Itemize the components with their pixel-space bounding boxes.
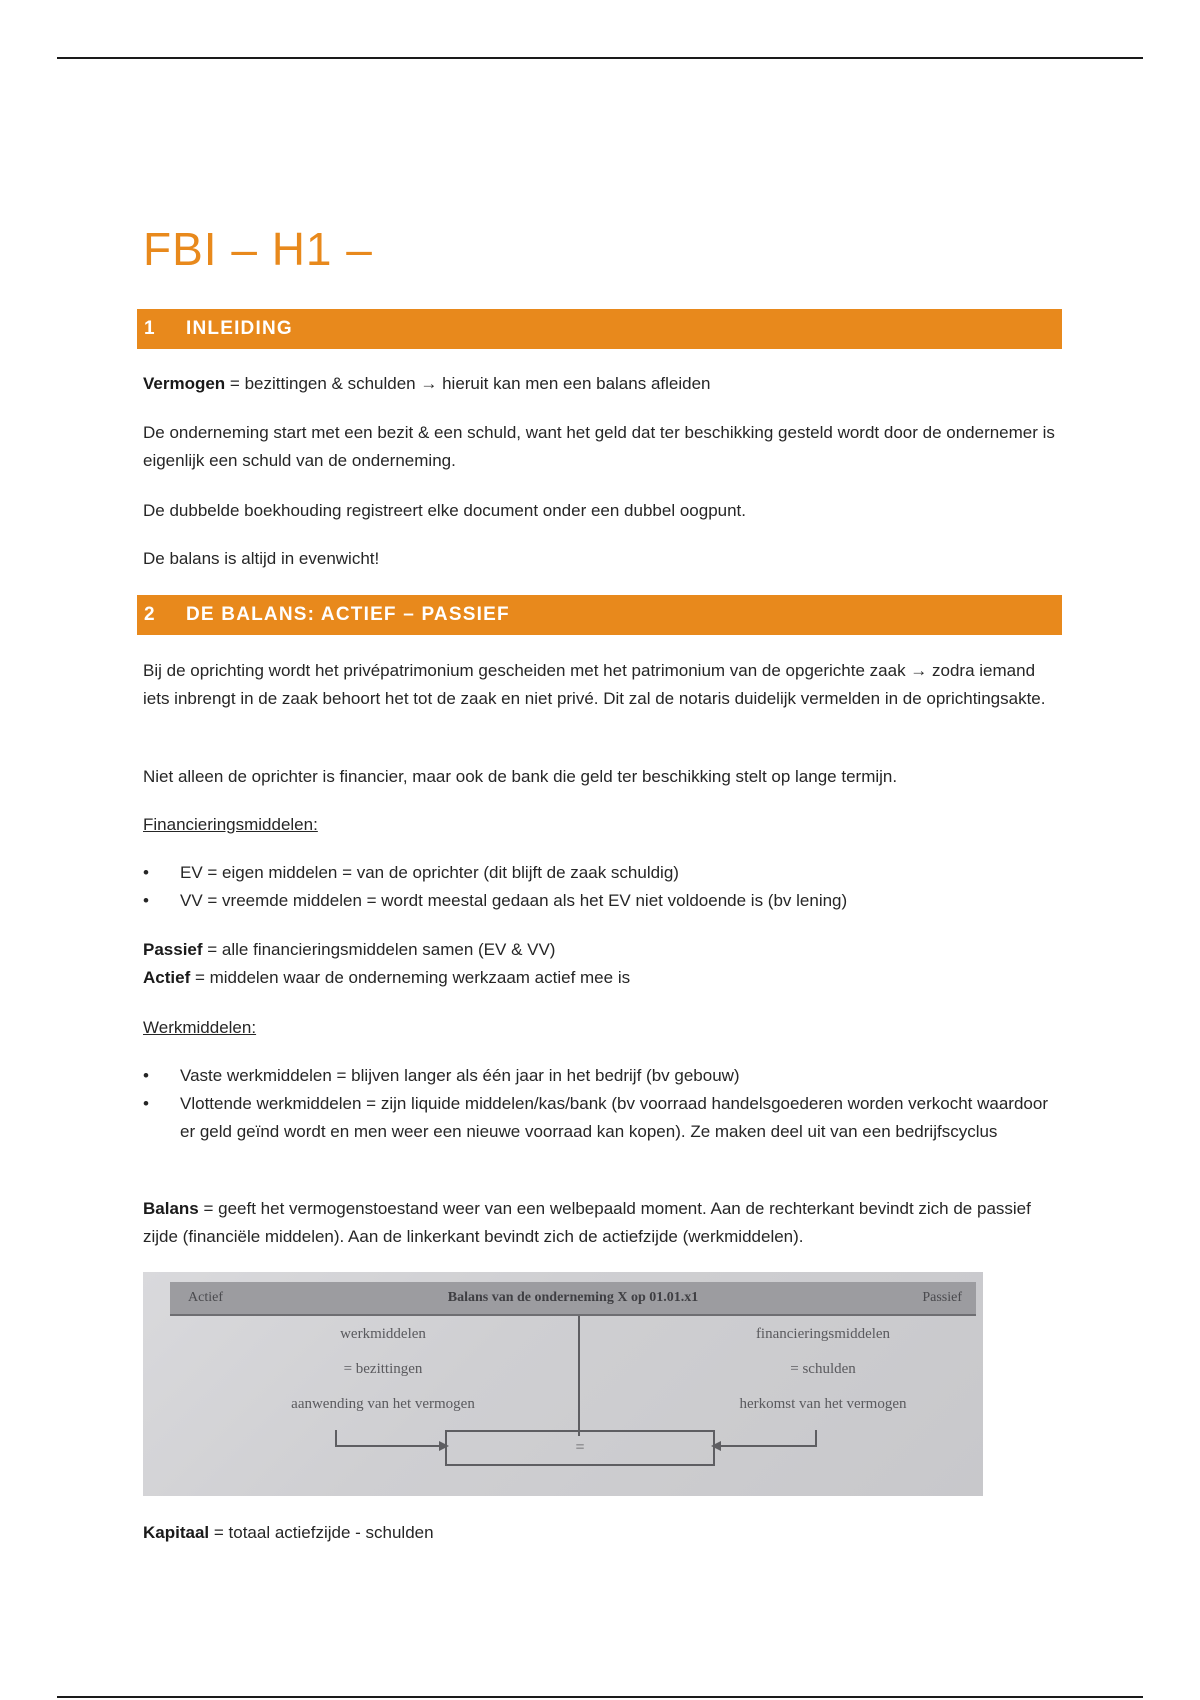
section-heading-balans	[137, 595, 1062, 635]
term-passief: Passief	[143, 940, 203, 959]
term-vermogen: Vermogen	[143, 374, 226, 393]
list-werkmiddelen	[143, 1062, 1063, 1146]
paragraph-financier: Niet alleen de oprichter is financier, maar ook de bank die geld ter beschikking stelt op lange termijn.	[143, 767, 898, 786]
paragraph-dubbele-boekhouding: De dubbelde boekhouding registreert elke document onder een dubbel oogpunt.	[143, 501, 747, 520]
paragraph-evenwicht: De balans is altijd in evenwicht!	[143, 549, 380, 568]
term-kapitaal: Kapitaal	[143, 1523, 210, 1542]
definition-actief: = middelen waar de onderneming werkzaam actief mee is	[190, 968, 631, 987]
photo-title: Balans van de onderneming X op 01.01.x1	[447, 1290, 699, 1305]
equation-box: =	[445, 1430, 715, 1466]
passief-label: Passief	[922, 1290, 962, 1305]
definition-vermogen: = bezittingen & schulden → hieruit kan men een balans afleiden	[225, 374, 711, 393]
bullet-icon: •	[143, 863, 149, 882]
section-number: 2	[144, 604, 156, 625]
heading-werkmiddelen: Werkmiddelen:	[143, 1018, 257, 1037]
left-arrow-line	[336, 1430, 439, 1446]
section-number: 1	[144, 318, 156, 339]
actief-line: aanwending van het vermogen	[291, 1396, 475, 1412]
section-title: INLEIDING	[186, 318, 293, 339]
definition-kapitaal: = totaal actiefzijde - schulden	[209, 1523, 434, 1542]
document-title: FBI – H1 –	[143, 223, 373, 275]
definition-passief: = alle financieringsmiddelen samen (EV & VV)	[202, 940, 556, 959]
term-balans: Balans	[143, 1199, 199, 1218]
bullet-icon: •	[143, 1066, 149, 1085]
actief-line: = bezittingen	[343, 1361, 423, 1377]
list-item: • Vaste werkmiddelen = blijven langer als één jaar in het bedrijf (bv gebouw)	[143, 1062, 1063, 1090]
paragraph-balans	[143, 1195, 1063, 1251]
footer-rule	[57, 1696, 1143, 1698]
right-arrow-line	[721, 1430, 816, 1446]
header-rule	[57, 57, 1143, 59]
term-actief: Actief	[143, 968, 191, 987]
passief-line: = schulden	[790, 1361, 856, 1377]
section-heading-inleiding	[137, 309, 1062, 349]
bullet-icon: •	[143, 891, 149, 910]
passief-line: financieringsmiddelen	[755, 1326, 891, 1342]
actief-line: werkmiddelen	[340, 1326, 426, 1342]
paragraph-kapitaal	[143, 1519, 1063, 1547]
paragraph-oprichting: Bij de oprichting wordt het privépatrimonium gescheiden met het patrimonium van de opgerichte zaak → zodra iemand iets inbrengt in de zaak behoort het tot de zaak en niet privé. Dit zal de notaris duidelijk vermelden in de oprichtingsakte.	[143, 661, 1046, 708]
actief-label: Actief	[188, 1290, 223, 1305]
list-item: • VV = vreemde middelen = wordt meestal gedaan als het EV niet voldoende is (bv lening)	[143, 887, 1063, 915]
list-financieringsmiddelen	[143, 859, 1063, 915]
paragraph-passief-actief	[143, 936, 1063, 992]
section-title: DE BALANS: ACTIEF – PASSIEF	[186, 604, 510, 625]
bullet-icon: •	[143, 1094, 149, 1113]
definition-balans: = geeft het vermogenstoestand weer van een welbepaald moment. Aan de rechterkant bevindt zich de passief zijde (financiële middelen). Aan de linkerkant bevindt zich de actiefzijde (werkmiddelen).	[143, 1199, 1031, 1246]
paragraph-onderneming-start: De onderneming start met een bezit & een schuld, want het geld dat ter beschikking gesteld wordt door de ondernemer is eigenlijk een schuld van de onderneming.	[143, 423, 1055, 470]
list-item: • Vlottende werkmiddelen = zijn liquide middelen/kas/bank (bv voorraad handelsgoederen worden verkocht waardoor er geld geïnd wordt en men weer een nieuwe voorraad kan kopen). Ze maken deel uit van een bedrijfscyclus	[143, 1090, 1063, 1146]
passief-line: herkomst van het vermogen	[739, 1396, 907, 1412]
paragraph-vermogen	[143, 370, 1063, 398]
balance-sheet-photo	[143, 1272, 983, 1496]
list-item: • EV = eigen middelen = van de oprichter (dit blijft de zaak schuldig)	[143, 859, 1063, 887]
heading-financieringsmiddelen: Financieringsmiddelen:	[143, 815, 318, 834]
